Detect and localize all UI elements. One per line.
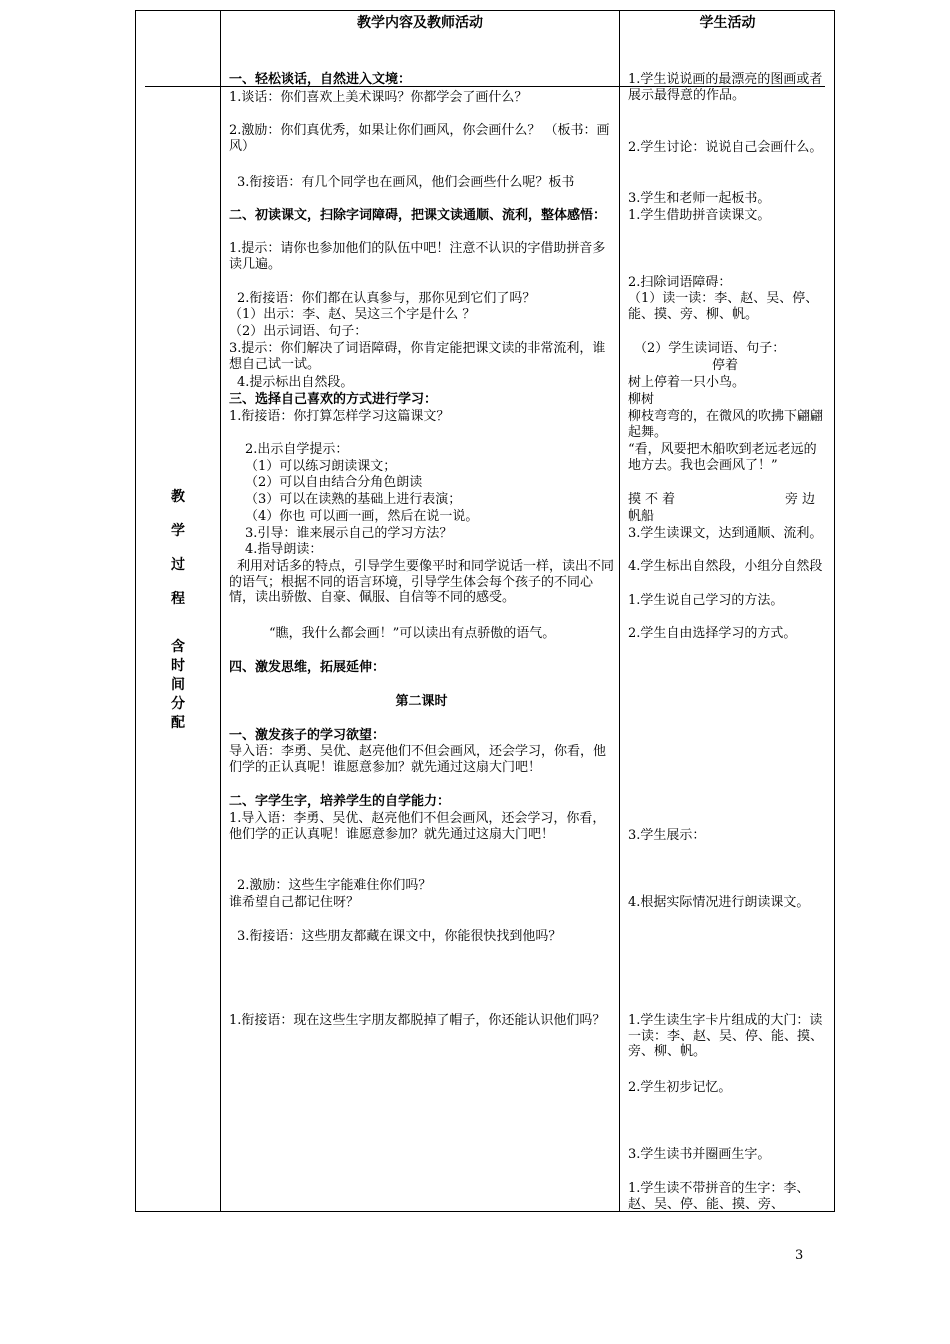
page-number: 3 [795, 1248, 804, 1263]
side-char: 学 [171, 523, 185, 539]
side-char: 时 [171, 658, 185, 674]
teacher-column-header: 教学内容及教师活动 [357, 15, 483, 31]
student-item: 1.学生说说画的最漂亮的图画或者展示最得意的作品。 [628, 72, 823, 103]
student-column [628, 0, 828, 1210]
side-char: 含 [171, 639, 185, 655]
teacher-item: 1.导入语：李勇、吴优、赵亮他们不但会画风，还会学习，你看，他们学的正认真呢！谁愿意参加？就先通过这扇大门吧！ [229, 811, 606, 842]
side-char: 程 [171, 591, 185, 607]
teacher-item: 2.出示自学提示： [245, 442, 349, 457]
student-item: 1.学生说自己学习的方法。 [628, 593, 784, 608]
student-item: 1.学生借助拼音读课文。 [628, 208, 771, 223]
teacher-item: （1）出示：李、赵、吴这三个字是什么 ？ [229, 307, 476, 322]
teacher-item: 2.激励：你们真优秀，如果让你们画风，你会画什么？ （板书：画风） [229, 123, 610, 154]
column-divider-student [619, 10, 620, 1212]
student-item: 1.学生读不带拼音的生字：李、赵、吴、停、能、摸、旁、 [628, 1181, 810, 1210]
teacher-item: 4.提示标出自然段。 [237, 375, 354, 390]
side-label [136, 488, 220, 733]
teacher-item: （2）可以自由结合分角色朗读 [245, 475, 423, 490]
student-item: 树上停着一只小鸟。 [628, 375, 746, 390]
teacher-item: （1）可以练习朗读课文； [245, 459, 397, 474]
teacher-item: 4.指导朗读： [245, 542, 323, 557]
teacher-item: “瞧，我什么都会画！”可以读出有点骄傲的语气。 [269, 626, 556, 641]
side-char: 过 [171, 557, 185, 573]
teacher-column [229, 0, 614, 1210]
student-item: 旁边 [785, 492, 820, 507]
section-heading: 三、选择自己喜欢的方式进行学习： [229, 392, 438, 407]
student-item: 3.学生展示： [628, 828, 706, 843]
student-item: （1）读一读：李、赵、吴、停、能、摸、旁、柳、帆。 [628, 291, 819, 322]
student-item: 1.学生读生字卡片组成的大门：读一读：李、赵、吴、停、能、摸、旁、柳、帆。 [628, 1013, 824, 1059]
teacher-item: 3.提示：你们解决了词语障碍，你肯定能把课文读的非常流利，谁想自己试一试。 [229, 341, 606, 372]
teacher-item: 1.衔接语：现在这些生字朋友都脱掉了帽子，你还能认识他们吗？ [229, 1013, 606, 1028]
teacher-item: 3.衔接语：这些朋友都藏在课文中，你能很快找到他吗？ [237, 929, 562, 944]
teacher-item: （4）你也 可以画一画，然后在说一说。 [245, 509, 479, 524]
side-char: 分 [171, 696, 185, 712]
lesson-subtitle: 第二课时 [395, 694, 448, 709]
student-item: “看，风要把木船吹到老远老远的地方去。我也会画风了！” [628, 442, 817, 473]
section-heading: 二、初读课文，扫除字词障碍，把课文读通顺、流利，整体感悟： [229, 208, 607, 223]
side-char: 配 [171, 715, 185, 731]
teacher-item: 谁希望自己都记住呀？ [229, 895, 360, 910]
student-item: 3.学生读书并圈画生字。 [628, 1147, 771, 1162]
section-heading: 四、激发思维，拓展延伸： [229, 660, 386, 675]
student-item: 2.学生讨论：说说自己会画什么。 [628, 140, 823, 155]
teacher-item: （3）可以在读熟的基础上进行表演； [245, 492, 462, 507]
teacher-item: 2.激励：这些生字能难住你们吗？ [237, 878, 432, 893]
student-item: 4.学生标出自然段，小组分自然段 [628, 559, 823, 574]
student-item: 2.学生自由选择学习的方式。 [628, 626, 797, 641]
teacher-item: 1.提示：请你也参加他们的队伍中吧！注意不认识的字借助拼音多读几遍。 [229, 241, 606, 272]
teacher-item: （2）出示词语、句子： [229, 324, 368, 339]
student-item: 帆船 [628, 509, 655, 524]
student-item: 柳枝弯弯的，在微风的吹拂下翩翩起舞。 [628, 409, 824, 440]
student-column-header: 学生活动 [699, 15, 756, 31]
student-item: 摸不着 [628, 492, 680, 507]
teacher-item: 利用对话多的特点，引导学生要像平时和同学说话一样，读出不同的语气；根据不同的语言环境，引导学生体会每个孩子的不同心情，读出骄傲、自豪、佩服、自信等不同的感受。 [229, 559, 614, 605]
teacher-item: 3.衔接语：有几个同学也在画风，他们会画些什么呢？板书 [237, 175, 575, 190]
section-heading: 一、轻松谈话，自然进入文境： [229, 72, 412, 87]
student-item: 2.扫除词语障碍： [628, 275, 732, 290]
section-heading: 一、激发孩子的学习欲望： [229, 728, 386, 743]
teacher-item: 2.衔接语：你们都在认真参与，那你见到它们了吗？ [237, 291, 536, 306]
student-item: 柳树 [628, 392, 655, 407]
teacher-item: 1.谈话：你们喜欢上美术课吗？你都学会了画什么？ [229, 90, 528, 105]
column-divider-side [220, 10, 221, 1212]
side-char: 间 [171, 677, 185, 693]
teacher-item: 1.衔接语：你打算怎样学习这篇课文？ [229, 409, 450, 424]
student-item: 2.学生初步记忆。 [628, 1080, 732, 1095]
student-item: 停着 [712, 358, 739, 373]
teacher-item: 导入语：李勇、吴优、赵亮他们不但会画风，还会学习，你看，他们学的正认真呢！谁愿意参加？就先通过这扇大门吧！ [229, 744, 607, 775]
student-item: 3.学生和老师一起板书。 [628, 191, 771, 206]
section-heading: 二、字学生字，培养学生的自学能力： [229, 794, 451, 809]
teacher-item: 3.引导：谁来展示自己的学习方法？ [245, 526, 453, 541]
side-char: 教 [171, 489, 185, 505]
student-item: （2）学生读词语、句子： [634, 341, 786, 356]
student-item: 3.学生读课文，达到通顺、流利。 [628, 526, 823, 541]
student-item: 4.根据实际情况进行朗读课文。 [628, 895, 810, 910]
